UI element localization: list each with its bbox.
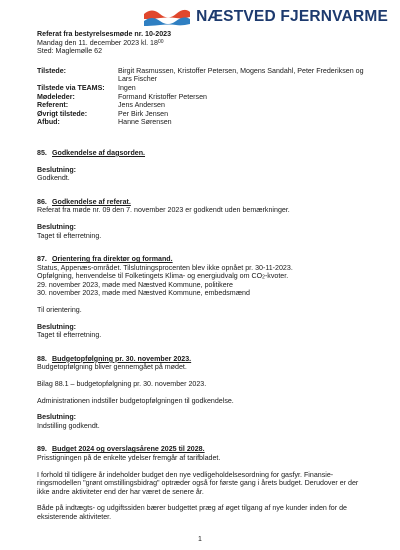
item-86-decision: Taget til efterretning. xyxy=(37,231,102,240)
item-88 xyxy=(37,355,372,431)
item-89-text-2: I forhold til tidligere år indeholder budget den nye vedligeholdelsesordning for gasfyr. Finansie-ringsmodellen "grønt omstillingsbidrag" optræder også for første gang i årets budget. Derudover er der ikke andre aktiviteter end der har været de senere år. xyxy=(37,470,359,496)
attendees-table xyxy=(37,67,372,127)
others-key: Øvrigt tilstede: xyxy=(37,109,88,118)
waves-logo-icon xyxy=(142,6,192,28)
item-87-line-3: 29. november 2023, møde med Næstved Kommune, politikere xyxy=(37,280,233,289)
item-86-decision-label: Beslutning: xyxy=(37,222,77,231)
absent-value: Hanne Sørensen xyxy=(118,118,172,127)
item-88-text-1: Budgetopfølgning bliver gennemgået på mødet. xyxy=(37,363,187,372)
item-85-decision-label: Beslutning: xyxy=(37,165,77,174)
chair-value: Formand Kristoffer Petersen xyxy=(118,92,207,101)
item-87-text-2: Til orientering. xyxy=(37,306,82,315)
item-89 xyxy=(37,445,372,521)
attendees-value: Birgit Rasmussen, Kristoffer Petersen, Mogens Sandahl, Peter Frederiksen og Lars Fischer xyxy=(118,66,364,84)
item-87-line-1: Status, Appenæs-området. Tilslutningsprocenten blev ikke opnået pr. 30-11-2023. xyxy=(37,263,293,272)
teams-key: Tilstede via TEAMS: xyxy=(37,83,105,92)
item-89-heading: 89. Budget 2024 og overslagsårene 2025 til 2028. xyxy=(37,445,205,454)
item-85-decision: Godkendt. xyxy=(37,174,70,183)
document-page xyxy=(37,30,372,522)
meeting-venue: Sted: Maglemølle 62 xyxy=(37,47,103,56)
item-87-line-4: 30. november 2023, møde med Næstved Kommune, embedsmænd xyxy=(37,289,250,298)
minutes-title: Referat fra bestyrelsesmøde nr. 10-2023 xyxy=(37,30,172,38)
page-number: 1 xyxy=(198,536,202,543)
item-86 xyxy=(37,198,372,240)
item-87 xyxy=(37,255,372,340)
minutes-taker-key: Referent: xyxy=(37,101,69,110)
item-87-line-2: Opfølgning, henvendelse til Folketingets Klima- og energiudvalg om CO2-kvoter. xyxy=(37,272,289,281)
logo-text: NÆSTVED FJERNVARME xyxy=(196,7,388,25)
item-88-text-2: Bilag 88.1 – budgetopfølgning pr. 30. november 2023. xyxy=(37,380,207,389)
attendees-key: Tilstede: xyxy=(37,66,67,75)
chair-key: Mødeleder: xyxy=(37,92,75,101)
item-89-text-3: Både på indtægts- og udgiftssiden bærer budgettet præg af øget tilgang af nye kunder inden for de eksisterende aktiviteter. xyxy=(37,504,347,521)
item-86-heading: 86. Godkendelse af referat. xyxy=(37,197,131,206)
teams-value: Ingen xyxy=(118,83,136,92)
meeting-date: Mandag den 11. december 2023 kl. $18^{00}$ xyxy=(37,38,164,47)
company-logo xyxy=(142,4,388,30)
minutes-taker-value: Jens Andersen xyxy=(118,101,165,110)
item-87-decision: Taget til efterretning. xyxy=(37,331,102,340)
item-88-decision-label: Beslutning: xyxy=(37,413,77,422)
others-value: Per Birk Jensen xyxy=(118,109,169,118)
item-85-heading: 85. Godkendelse af dagsorden. xyxy=(37,148,146,157)
item-87-heading: 87. Orientering fra direktør og formand. xyxy=(37,255,173,264)
item-85 xyxy=(37,149,372,183)
item-88-decision: Indstilling godkendt. xyxy=(37,421,100,430)
item-89-text-1: Prisstigningen på de enkelte ydelser fremgår af tarifbladet. xyxy=(37,454,221,462)
item-88-text-3: Administrationen indstiller budgetopfølgningen til godkendelse. xyxy=(37,396,234,405)
item-86-text: Referat fra møde nr. 09 den 7. november 2023 er godkendt uden bemærkninger. xyxy=(37,206,290,215)
absent-key: Afbud: xyxy=(37,118,60,127)
item-88-heading: 88. Budgetopfølgning pr. 30. november 2023. xyxy=(37,354,192,363)
item-87-decision-label: Beslutning: xyxy=(37,322,77,331)
